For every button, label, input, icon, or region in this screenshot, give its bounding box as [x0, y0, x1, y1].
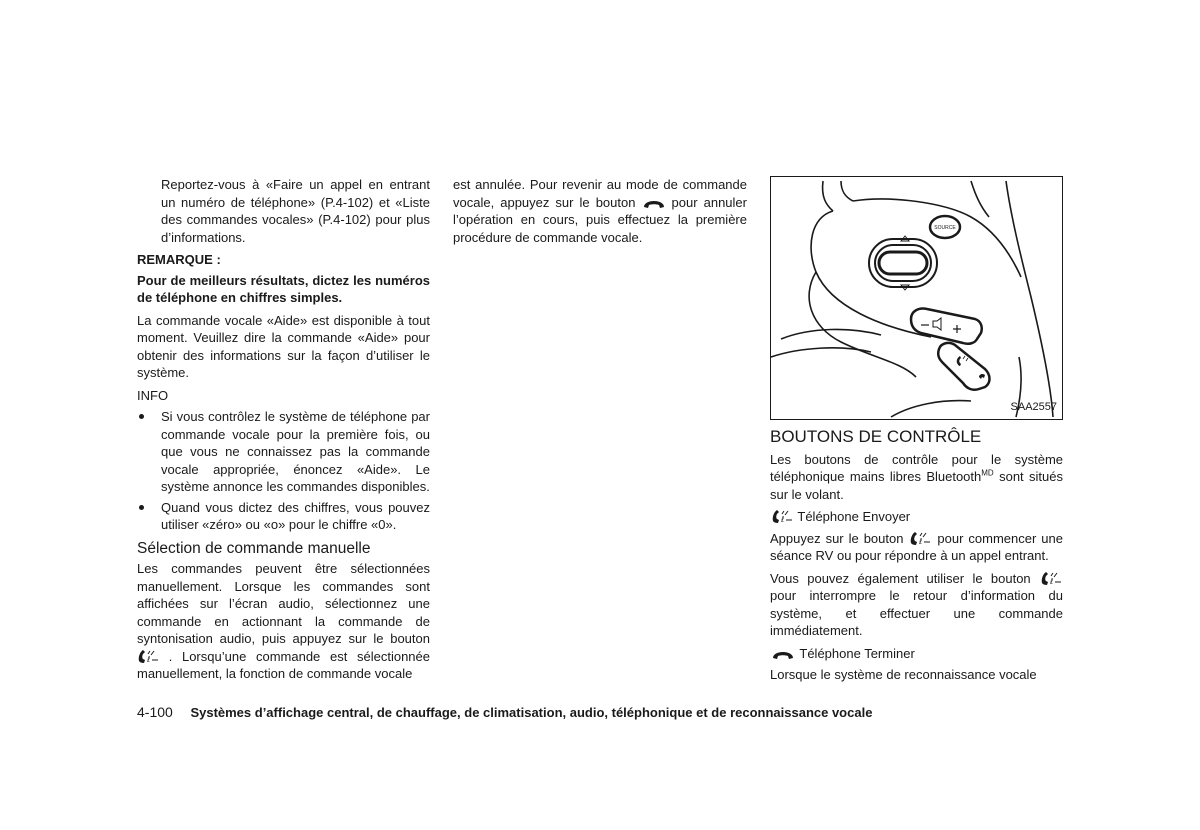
svg-text:ℓ: ℓ — [781, 515, 785, 524]
svg-text:ℓ: ℓ — [919, 536, 923, 546]
source-button-label: SOURCE — [934, 225, 956, 231]
send-paragraph: Appuyez sur le bouton ℓ pour commencer une séance RV ou pour répondre à un appel entrant. — [770, 530, 1063, 563]
bullet-icon — [139, 414, 144, 419]
remark-label: REMARQUE : — [137, 252, 221, 267]
phone-end-icon — [770, 649, 796, 661]
remark-text: Pour de meilleurs résultats, dictez les numéros de téléphone en chiffres simples. — [137, 272, 430, 305]
steering-wheel-controls-figure — [770, 176, 1063, 420]
end-label-line — [770, 645, 1063, 663]
send-label: Téléphone Envoyer — [797, 509, 911, 524]
phone-send-icon — [137, 648, 159, 664]
phone-send-icon — [770, 508, 794, 524]
svg-text:ℓ: ℓ — [147, 654, 151, 664]
page-footer — [137, 704, 872, 722]
left-column — [137, 176, 430, 688]
manual-selection-heading: Sélection de commande manuelle — [137, 539, 371, 557]
list-item: Si vous contrôlez le système de téléphone par commande vocale pour la première fois, ou que vous ne connaissez pas la commande vocale appropriée, énoncez «Aide». Le système annonce les commandes disponibles. — [137, 408, 430, 496]
end-paragraph: Lorsque le système de reconnaissance vocale — [770, 667, 1037, 682]
info-list — [137, 408, 430, 534]
figure-code: SAA2557 — [1010, 400, 1057, 413]
info-label: INFO — [137, 387, 169, 403]
right-column — [770, 176, 1063, 689]
middle-column — [453, 176, 747, 251]
aide-paragraph: La commande vocale «Aide» est disponible à tout moment. Veuillez dire la commande «Aide» pour obtenir des informations sur la façon d’utiliser le système. — [137, 312, 430, 380]
phone-send-icon — [908, 530, 932, 546]
phone-send-icon — [1039, 570, 1063, 586]
svg-text:ℓ: ℓ — [1050, 576, 1054, 586]
control-buttons-heading: BOUTONS DE CONTRÔLE — [770, 427, 982, 446]
steering-wheel-illustration — [771, 177, 1062, 419]
page-number: 4-100 — [137, 704, 173, 720]
list-item: Quand vous dictez des chiffres, vous pouvez utiliser «zéro» ou «o» pour le chiffre «0». — [137, 499, 430, 534]
send-label-line — [770, 508, 1063, 526]
interrupt-paragraph: Vous pouvez également utiliser le bouton ℓ pour interrompre le retour d’information du système, et effectuer une commande immédiatement. — [770, 570, 1063, 638]
intro-paragraph: Reportez-vous à «Faire un appel en entrant un numéro de téléphone» (P.4-102) et «Liste des commandes vocales» (P.4-102) pour plus d’informations. — [161, 177, 430, 245]
manual-selection-paragraph: Les commandes peuvent être sélectionnées manuellement. Lorsque les commandes sont affichées sur l’écran audio, sélectionnez une commande en actionnant la commande de syntonisation audio, puis appuyez sur le bouton ℓ . Lorsqu’une commande est sélectionnée manuellement, la fonction de commande vocale — [137, 561, 430, 681]
end-label: Téléphone Terminer — [799, 645, 915, 661]
buttons-paragraph: Les boutons de contrôle pour le système téléphonique mains libres Bluetooth$^{MD}$ sont situés sur le volant. — [770, 451, 1063, 502]
cancel-paragraph: est annulée. Pour revenir au mode de commande vocale, appuyez sur le bouton pour annuler l’opération en cours, puis effectuez la première procédure de commande vocale. — [453, 177, 747, 245]
footer-title: Systèmes d’affichage central, de chauffage, de climatisation, audio, téléphonique et de reconnaissance vocale — [190, 705, 873, 720]
phone-end-icon — [642, 198, 666, 210]
bullet-icon — [139, 505, 144, 510]
